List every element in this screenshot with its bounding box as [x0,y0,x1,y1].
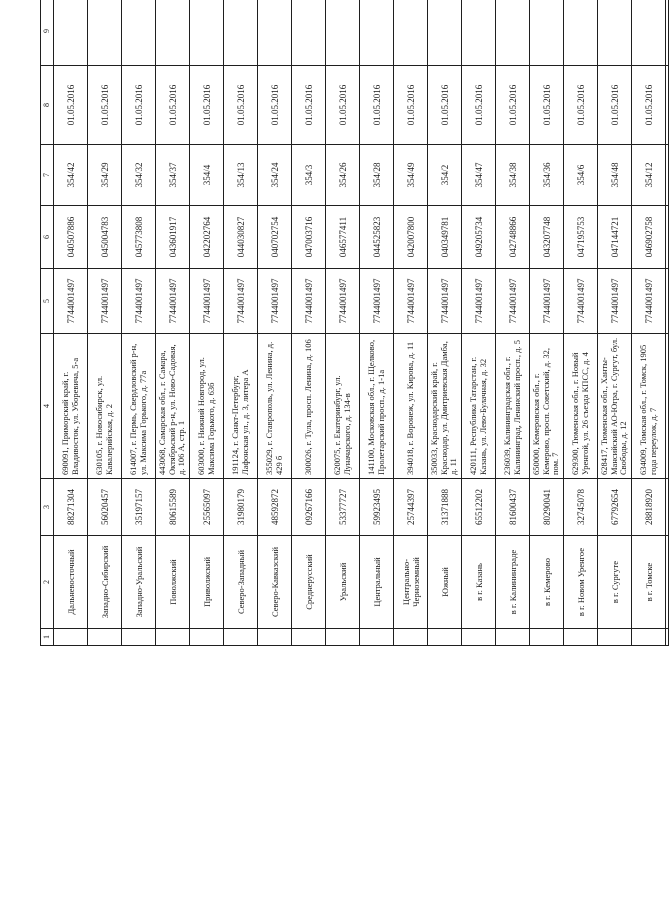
cell-kpp: 040349781 [428,206,462,269]
cell-branch-name: Северо-Западный [224,536,258,629]
cell-branch-name: в г. Казань [462,536,496,629]
table-body [54,0,669,646]
table-row [156,0,190,646]
cell-index [530,629,564,646]
cell-index [54,629,88,646]
cell-inn: 7744001497 [258,269,292,334]
cell-empty-9 [122,0,156,66]
table-row [598,0,632,646]
cell-index [292,629,326,646]
cell-date: 01.05.2016 [88,66,122,145]
cell-code: 67792654 [598,479,632,536]
cell-date: 01.05.2016 [496,66,530,145]
cell-kpp: 042007800 [394,206,428,269]
cell-branch-name: Центральный [360,536,394,629]
cell-branch-name: Северо-Кавказский [258,536,292,629]
cell-number: 354/47 [462,145,496,206]
cell-address: 191124, г. Санкт-Петербург, Лафонская ул., д. 3, литера А [224,334,258,479]
cell-number: 354/38 [496,145,530,206]
cell-address: 630105, г. Новосибирск, ул. Кавалерийская, д. 2 [88,334,122,479]
cell-index [190,629,224,646]
table-row [632,0,666,646]
cell-kpp: 043601917 [156,206,190,269]
table-row [394,0,428,646]
cell-number: 354/2 [428,145,462,206]
cell-index [394,629,428,646]
cell-number: 354/36 [530,145,564,206]
column-header-5: 5 [41,269,54,334]
cell-branch-name: в г. Новом Уренгое [564,536,598,629]
cell-index [156,629,190,646]
table-row [258,0,292,646]
cell-kpp: 044030827 [224,206,258,269]
cell-date: 01.05.2016 [462,66,496,145]
cell-filler [666,0,669,66]
cell-number: 354/26 [326,145,360,206]
cell-number: 354/24 [258,145,292,206]
cell-inn: 7744001497 [530,269,564,334]
column-header-7: 7 [41,145,54,206]
cell-address: 650000, Кемеровская обл., г. Кемерово, просп. Советский, д. 32, пом. 7 [530,334,564,479]
header-row [41,0,54,646]
cell-kpp: 049205734 [462,206,496,269]
cell-empty-9 [54,0,88,66]
cell-code: 25744397 [394,479,428,536]
cell-branch-name: в г. Калининграде [496,536,530,629]
cell-branch-name: Дальневосточный [54,536,88,629]
cell-date: 01.05.2016 [122,66,156,145]
cell-empty-9 [632,0,666,66]
cell-index [122,629,156,646]
cell-inn: 7744001497 [292,269,326,334]
cell-address: 614007, г. Пермь, Свердловский р-н, ул. Максима Горького, д. 77а [122,334,156,479]
column-header-3: 3 [41,479,54,536]
cell-filler [666,334,669,479]
cell-kpp: 047003716 [292,206,326,269]
cell-empty-9 [394,0,428,66]
cell-code: 56020457 [88,479,122,536]
cell-branch-name: Западно-Уральский [122,536,156,629]
cell-number: 354/32 [122,145,156,206]
cell-inn: 7744001497 [496,269,530,334]
cell-code: 80290041 [530,479,564,536]
table-row [190,0,224,646]
cell-index [224,629,258,646]
cell-number: 354/13 [224,145,258,206]
cell-address: 620075, г. Екатеринбург, ул. Луначарского, д. 134-в [326,334,360,479]
cell-inn: 7744001497 [326,269,360,334]
cell-date: 01.05.2016 [598,66,632,145]
cell-inn: 7744001497 [632,269,666,334]
cell-code: 65512202 [462,479,496,536]
table-row [462,0,496,646]
cell-branch-name: Поволжский [156,536,190,629]
cell-inn: 7744001497 [88,269,122,334]
column-header-6: 6 [41,206,54,269]
cell-date: 01.05.2016 [326,66,360,145]
table-row [360,0,394,646]
column-header-8: 8 [41,66,54,145]
cell-index [462,629,496,646]
table-row [564,0,598,646]
cell-empty-9 [428,0,462,66]
column-header-9: 9 [41,0,54,66]
cell-inn: 7744001497 [54,269,88,334]
cell-code: 53377727 [326,479,360,536]
cell-code: 88271304 [54,479,88,536]
cell-inn: 7744001497 [156,269,190,334]
cell-code: 32745078 [564,479,598,536]
cell-inn: 7744001497 [598,269,632,334]
table-row [88,0,122,646]
cell-inn: 7744001497 [190,269,224,334]
cell-date: 01.05.2016 [54,66,88,145]
cell-inn: 7744001497 [564,269,598,334]
cell-code: 59923495 [360,479,394,536]
cell-address: 690091, Приморский край, г. Владивосток, ул. Уборевича, 5-а [54,334,88,479]
cell-date: 01.05.2016 [360,66,394,145]
cell-code: 25565097 [190,479,224,536]
cell-empty-9 [88,0,122,66]
cell-address: 629300, Тюменская обл., г. Новый Уренгой, ул. 26 съезда КПСС, д. 4 [564,334,598,479]
cell-number: 354/49 [394,145,428,206]
cell-branch-name: Уральский [326,536,360,629]
cell-date: 01.05.2016 [190,66,224,145]
table-row [122,0,156,646]
cell-index [632,629,666,646]
cell-kpp: 045773808 [122,206,156,269]
cell-number: 354/12 [632,145,666,206]
cell-code: 09267166 [292,479,326,536]
cell-index [360,629,394,646]
cell-address: 350033, Краснодарский край, г. Краснодар, ул. Дмитриевская Дамба, д. 11 [428,334,462,479]
cell-code: 48592872 [258,479,292,536]
cell-inn: 7744001497 [360,269,394,334]
cell-number: 354/42 [54,145,88,206]
cell-branch-name: в г. Кемерово [530,536,564,629]
cell-date: 01.05.2016 [258,66,292,145]
cell-code: 31371888 [428,479,462,536]
cell-date: 01.05.2016 [394,66,428,145]
cell-empty-9 [564,0,598,66]
cell-filler [666,66,669,145]
cell-date: 01.05.2016 [428,66,462,145]
cell-empty-9 [224,0,258,66]
cell-code: 81600437 [496,479,530,536]
cell-inn: 7744001497 [462,269,496,334]
cell-branch-name: Центрально-Черноземный [394,536,428,629]
table-row [496,0,530,646]
cell-inn: 7744001497 [122,269,156,334]
column-header-4: 4 [41,334,54,479]
cell-empty-9 [360,0,394,66]
cell-branch-name: Южный [428,536,462,629]
cell-empty-9 [190,0,224,66]
cell-kpp: 040702754 [258,206,292,269]
cell-address: 141100, Московская обл., г. Щелково, Пролетарский просп., д. 1-1а [360,334,394,479]
cell-filler [666,536,669,629]
cell-address: 603000, г. Нижний Новгород, ул. Максима Горького, д. 63б [190,334,224,479]
cell-kpp: 045004783 [88,206,122,269]
table-row [428,0,462,646]
column-header-1: 1 [41,629,54,646]
cell-address: 420111, Республика Татарстан, г. Казань, ул. Лево-Булачная, д. 32 [462,334,496,479]
cell-kpp: 044525823 [360,206,394,269]
table-viewport [40,29,658,890]
cell-empty-9 [258,0,292,66]
cell-date: 01.05.2016 [564,66,598,145]
cell-number: 354/37 [156,145,190,206]
cell-index [326,629,360,646]
cell-filler [666,479,669,536]
cell-filler [666,269,669,334]
cell-date: 01.05.2016 [224,66,258,145]
cell-number: 354/6 [564,145,598,206]
table-row [54,0,88,646]
table-row-filler [666,0,669,646]
cell-empty-9 [326,0,360,66]
cell-kpp: 047195753 [564,206,598,269]
cell-branch-name: Приволжский [190,536,224,629]
cell-empty-9 [156,0,190,66]
cell-kpp: 040507886 [54,206,88,269]
cell-code: 35197157 [122,479,156,536]
cell-empty-9 [496,0,530,66]
cell-address: 634009, Томская обл., г. Томск, 1905 года переулок, д. 7 [632,334,666,479]
cell-kpp: 047144721 [598,206,632,269]
rotated-sheet [40,0,658,646]
cell-index [428,629,462,646]
cell-inn: 7744001497 [394,269,428,334]
cell-inn: 7744001497 [428,269,462,334]
cell-filler [666,145,669,206]
cell-index [88,629,122,646]
cell-address: 443068, Самарская обл., г. Самара, Октябрьский р-н, ул. Ново-Садовая, д. 106 А, стр. 1 [156,334,190,479]
cell-address: 355029, г. Ставрополь, ул. Ленина, д. 429 б [258,334,292,479]
cell-kpp: 042202764 [190,206,224,269]
cell-branch-name: Западно-Сибирский [88,536,122,629]
cell-code: 31980179 [224,479,258,536]
cell-branch-name: в г. Томске [632,536,666,629]
cell-address: 628417, Тюменская обл., Ханты-Мансийский АО-Югра, г. Сургут, бул. Свободы, д. 12 [598,334,632,479]
cell-address: 300026, г. Тула, просп. Ленина, д. 106 [292,334,326,479]
cell-date: 01.05.2016 [292,66,326,145]
cell-index [496,629,530,646]
cell-filler [666,629,669,646]
cell-number: 354/3 [292,145,326,206]
cell-inn: 7744001497 [224,269,258,334]
cell-number: 354/28 [360,145,394,206]
cell-code: 80615589 [156,479,190,536]
cell-date: 01.05.2016 [530,66,564,145]
cell-empty-9 [598,0,632,66]
cell-filler [666,206,669,269]
table-row [326,0,360,646]
branches-table [40,0,669,646]
cell-kpp: 042748866 [496,206,530,269]
cell-empty-9 [462,0,496,66]
cell-kpp: 043207748 [530,206,564,269]
cell-branch-name: в г. Сургуте [598,536,632,629]
cell-index [564,629,598,646]
cell-code: 28818920 [632,479,666,536]
cell-address: 236039, Калининградская обл., г. Калининград, Ленинский просп., д. 5 [496,334,530,479]
cell-kpp: 046902758 [632,206,666,269]
column-header-2: 2 [41,536,54,629]
table-row [224,0,258,646]
cell-number: 354/29 [88,145,122,206]
cell-date: 01.05.2016 [632,66,666,145]
cell-number: 354/4 [190,145,224,206]
cell-empty-9 [292,0,326,66]
cell-kpp: 046577411 [326,206,360,269]
table-row [530,0,564,646]
cell-branch-name: Среднерусский [292,536,326,629]
table-row [292,0,326,646]
cell-index [258,629,292,646]
cell-number: 354/48 [598,145,632,206]
cell-date: 01.05.2016 [156,66,190,145]
cell-index [598,629,632,646]
cell-address: 394018, г. Воронеж, ул. Кирова, д. 11 [394,334,428,479]
cell-empty-9 [530,0,564,66]
